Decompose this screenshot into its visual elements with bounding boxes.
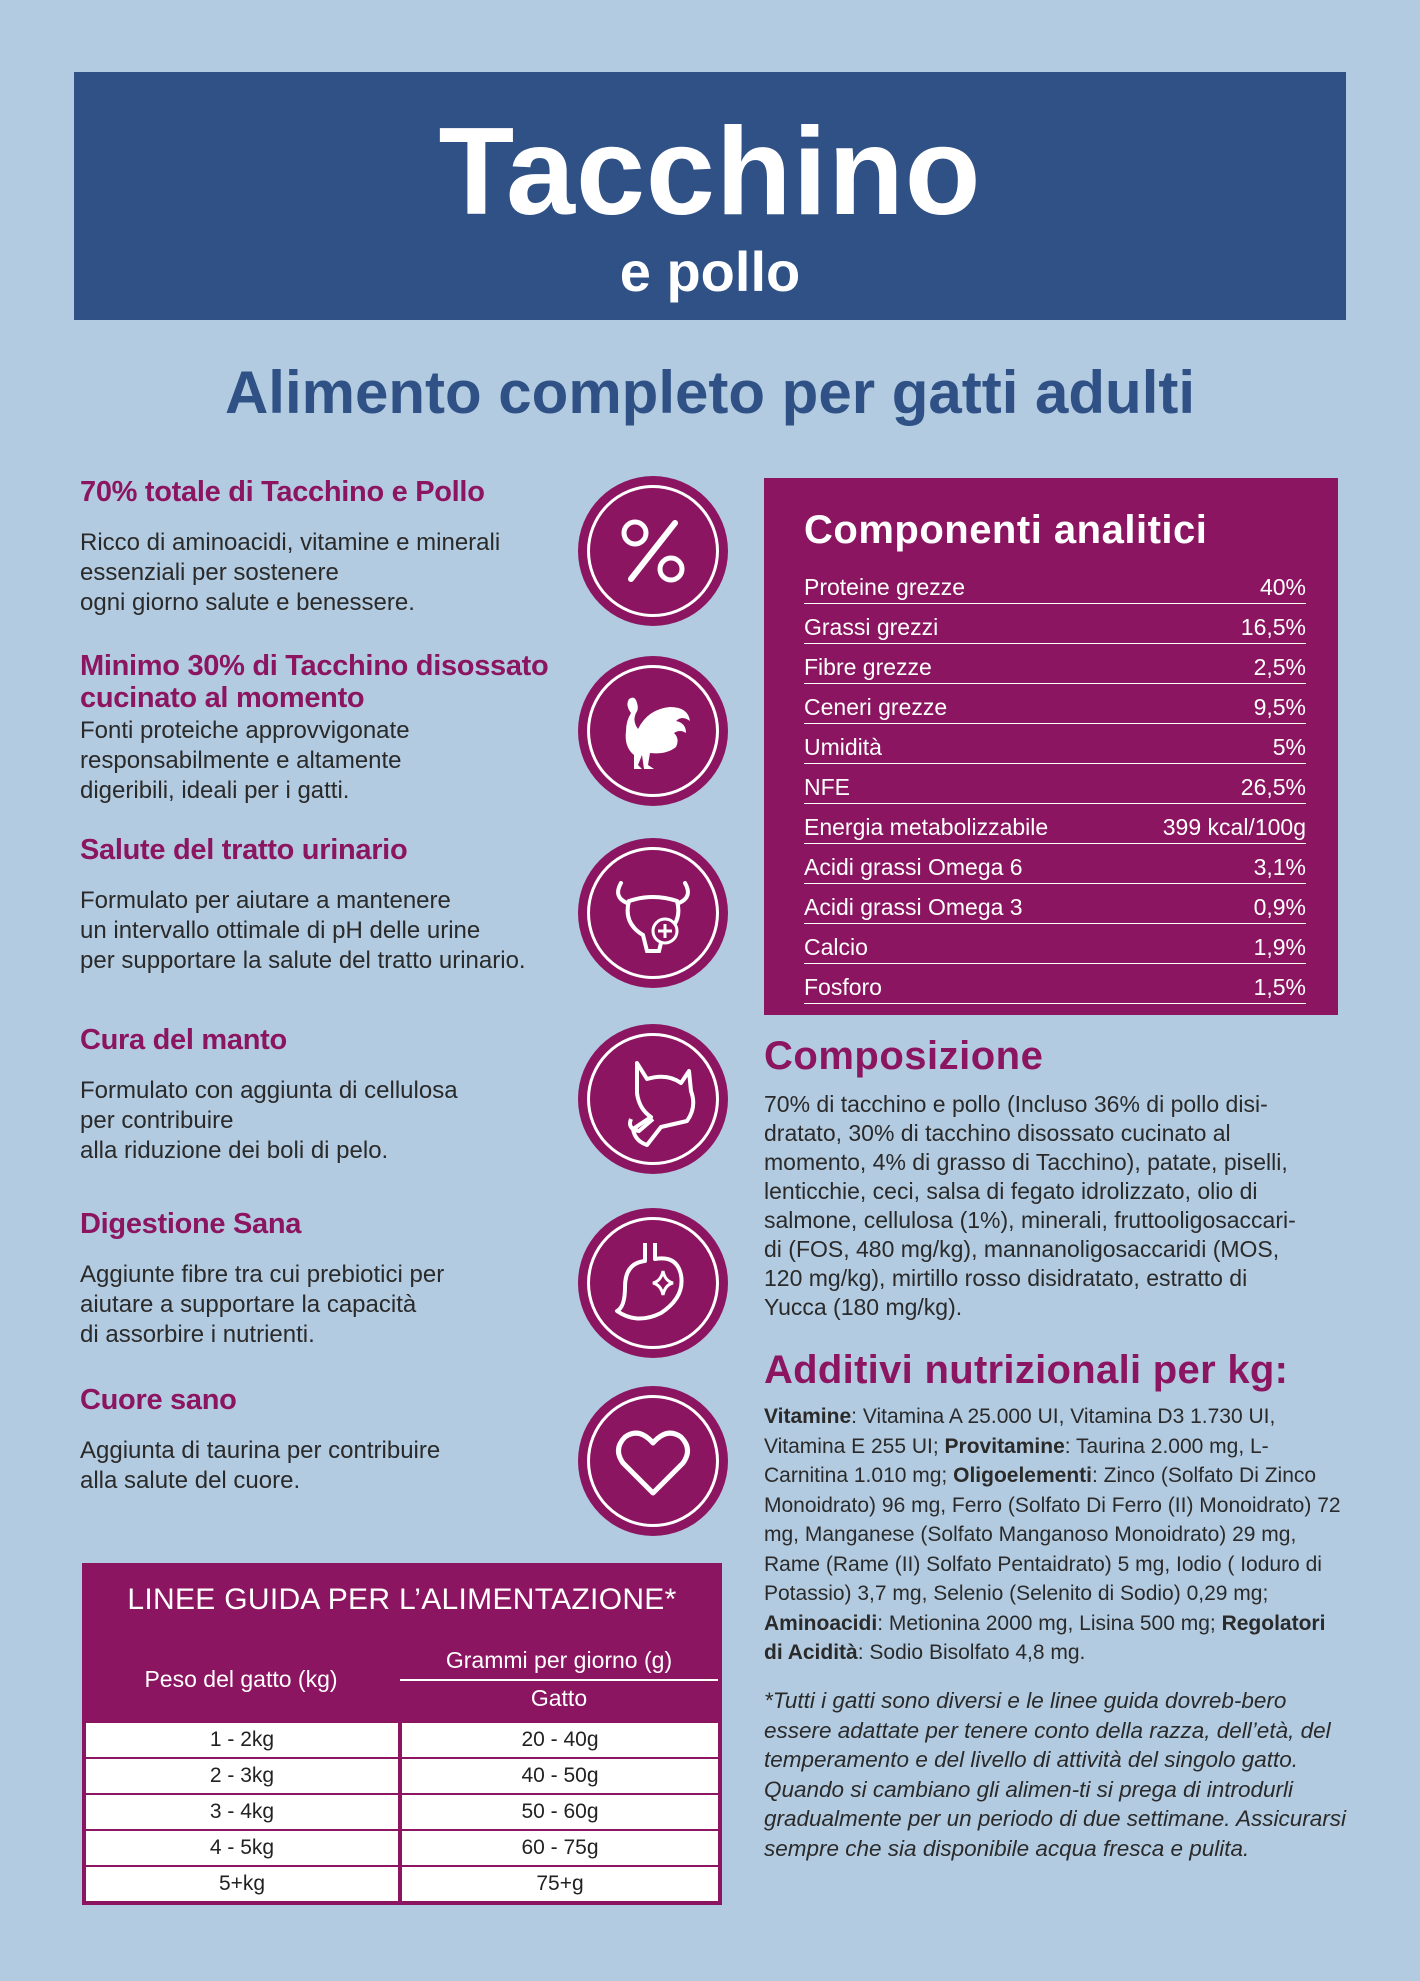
table-row: [804, 724, 1306, 764]
guide-rows: [86, 1723, 718, 1903]
component-value: 16,5%: [1120, 604, 1306, 644]
feature-title: Cuore sano: [80, 1384, 237, 1416]
component-name: Grassi grezzi: [804, 604, 1120, 644]
table-row: [804, 884, 1306, 924]
component-value: 1,5%: [1120, 964, 1306, 1004]
weight-cell: 5+kg: [86, 1867, 398, 1901]
feature-line: ogni giorno salute e benessere.: [80, 589, 415, 616]
additives-title: Additivi nutrizionali per kg:: [764, 1348, 1289, 1392]
feature-turkey: [80, 650, 590, 806]
feature-line: un intervallo ottimale di pH delle urine: [80, 917, 481, 944]
footnote: *Tutti i gatti sono diversi e le linee guida dovreb-bero essere adattate per tenere conto della razza, dell’età, del temperamento e del livello di attività del singolo gatto. Quando si cambiano gli alimen-ti si prega di introdurli gradualmente per un periodo di due settimane. Assicurarsi sempre che sia disponibile acqua fresca e pulita.: [764, 1688, 1346, 1861]
table-row: [804, 764, 1306, 804]
component-value: 1,9%: [1120, 924, 1306, 964]
table-row: [86, 1867, 718, 1901]
cat-grooming-icon: [578, 1024, 728, 1174]
bladder-icon: [578, 838, 728, 988]
component-name: Energia metabolizzabile: [804, 804, 1120, 844]
grams-column-header: Grammi per giorno (g): [400, 1641, 718, 1681]
grams-cell: 20 - 40g: [402, 1723, 718, 1757]
feature-line: essenziali per sostenere: [80, 559, 339, 586]
table-row: [804, 564, 1306, 604]
composition-line: Yucca (180 mg/kg).: [764, 1294, 963, 1320]
turkey-icon: [578, 656, 728, 806]
analysis-table: [804, 564, 1306, 1004]
feature-title: Digestione Sana: [80, 1208, 302, 1240]
grams-cell: 50 - 60g: [402, 1795, 718, 1829]
weight-cell: 4 - 5kg: [86, 1831, 398, 1865]
component-value: 40%: [1120, 564, 1306, 604]
headline: Alimento completo per gatti adulti: [224, 359, 1196, 426]
composition-title: Composizione: [764, 1034, 1044, 1078]
feature-line: digeribili, ideali per i gatti.: [80, 777, 350, 804]
component-value: 9,5%: [1120, 684, 1306, 724]
feature-urinary: [80, 834, 590, 976]
feature-title: 70% totale di Tacchino e Pollo: [80, 476, 485, 508]
table-row: [804, 604, 1306, 644]
additive-value: : Metionina 2000 mg, Lisina 500 mg;: [877, 1611, 1222, 1635]
stomach-icon: [578, 1208, 728, 1358]
component-name: Fosforo: [804, 964, 1120, 1004]
table-row: [86, 1795, 718, 1829]
component-value: 2,5%: [1120, 644, 1306, 684]
feature-digestion: [80, 1208, 590, 1350]
feature-line: Aggiunte fibre tra cui prebiotici per: [80, 1261, 445, 1288]
analysis-title: Componenti analitici: [804, 508, 1208, 552]
table-row: [804, 644, 1306, 684]
component-value: 3,1%: [1120, 844, 1306, 884]
composition-line: di (FOS, 480 mg/kg), mannanoligosaccaridi (MOS,: [764, 1236, 1280, 1262]
composition-line: 70% di tacchino e pollo (Incluso 36% di pollo disi-: [764, 1091, 1268, 1117]
component-name: Umidità: [804, 724, 1120, 764]
composition-line: lenticchie, ceci, salsa di fegato idrolizzato, olio di: [764, 1178, 1258, 1204]
component-name: NFE: [804, 764, 1120, 804]
feeding-guide: [82, 1563, 722, 1905]
feature-line: di assorbire i nutrienti.: [80, 1321, 315, 1348]
analytical-components-panel: [764, 478, 1338, 1015]
composition-line: 120 mg/kg), mirtillo rosso disidratato, estratto di: [764, 1265, 1248, 1291]
grams-cell: 75+g: [402, 1867, 718, 1901]
composition-line: momento, 4% di grasso di Tacchino), patate, piselli,: [764, 1149, 1288, 1175]
additive-label: Regolatori di Acidità: [764, 1611, 1326, 1664]
component-name: Ceneri grezze: [804, 684, 1120, 724]
additive-value: : Zinco (Solfato Di Zinco Monoidrato) 96 mg, Ferro (Solfato Di Ferro (II) Monoidrato) 72 mg, Manganese (Solfato Manganoso Monoidrato) 29 mg, Rame (Rame (II) Solfato Pentaidrato) 5 mg, Iodio ( Ioduro di Potassio) 3,7 mg, Selenio (Selenito di Sodio) 0,29 mg;: [764, 1464, 1341, 1605]
product-title: Tacchino: [438, 103, 982, 241]
feature-line: Fonti proteiche approvvigonate: [80, 717, 410, 744]
additive-label: Provitamine: [944, 1434, 1065, 1458]
weight-cell: 2 - 3kg: [86, 1759, 398, 1793]
feature-title: Cura del manto: [80, 1024, 287, 1056]
additive-label: Aminoacidi: [764, 1611, 878, 1635]
feature-line: alla salute del cuore.: [80, 1467, 301, 1494]
additive-value: : Vitamina A 25.000 UI, Vitamina D3 1.730 UI, Vitamina E 255 UI;: [764, 1405, 1276, 1458]
feature-line: Formulato con aggiunta di cellulosa: [80, 1077, 458, 1104]
additive-label: Vitamine: [764, 1405, 852, 1428]
component-name: Acidi grassi Omega 6: [804, 844, 1120, 884]
feature-line: aiutare a supportare la capacità: [80, 1291, 417, 1318]
weight-cell: 3 - 4kg: [86, 1795, 398, 1829]
table-row: [804, 804, 1306, 844]
product-subtitle: e pollo: [619, 240, 801, 303]
component-value: 0,9%: [1120, 884, 1306, 924]
feature-line: responsabilmente e altamente: [80, 747, 402, 774]
component-value: 26,5%: [1120, 764, 1306, 804]
grams-cell: 60 - 75g: [402, 1831, 718, 1865]
title-banner: [74, 72, 1346, 320]
composition-line: dratato, 30% di tacchino disossato cucinato al: [764, 1120, 1231, 1146]
guide-title: LINEE GUIDA PER L’ALIMENTAZIONE*: [127, 1583, 677, 1616]
table-row: [804, 924, 1306, 964]
feature-line: per supportare la salute del tratto urinario.: [80, 947, 526, 974]
feature-coat: [80, 1024, 590, 1166]
weight-column-header: Peso del gatto (kg): [144, 1666, 338, 1692]
table-row: [804, 844, 1306, 884]
feature-title: Salute del tratto urinario: [80, 834, 408, 866]
feature-line: alla riduzione dei boli di pelo.: [80, 1137, 389, 1164]
composition-text: [764, 1090, 1344, 1322]
weight-cell: 1 - 2kg: [86, 1723, 398, 1757]
component-value: 399 kcal/100g: [1120, 804, 1306, 844]
table-row: [86, 1831, 718, 1865]
component-name: Fibre grezze: [804, 644, 1120, 684]
table-row: [804, 964, 1306, 1004]
percent-icon: [578, 476, 728, 626]
component-name: Acidi grassi Omega 3: [804, 884, 1120, 924]
feature-title: cucinato al momento: [80, 682, 365, 714]
grams-cell: 40 - 50g: [402, 1759, 718, 1793]
feature-line: per contribuire: [80, 1107, 234, 1134]
cat-column-header: Gatto: [530, 1685, 588, 1711]
table-row: [86, 1723, 718, 1757]
additives-text: [764, 1402, 1349, 1668]
feature-line: Aggiunta di taurina per contribuire: [80, 1437, 441, 1464]
feature-line: Ricco di aminoacidi, vitamine e minerali: [80, 529, 501, 556]
feature-protein: [80, 476, 590, 618]
feature-title: Minimo 30% di Tacchino disossato: [80, 650, 549, 682]
additive-value: : Sodio Bisolfato 4,8 mg.: [857, 1641, 1086, 1664]
component-value: 5%: [1120, 724, 1306, 764]
table-row: [86, 1759, 718, 1793]
additive-label: Oligoelementi: [953, 1464, 1092, 1487]
component-name: Calcio: [804, 924, 1120, 964]
feature-line: Formulato per aiutare a mantenere: [80, 887, 451, 914]
additive-value: : Taurina 2.000 mg, L-Carnitina 1.010 mg;: [764, 1434, 1269, 1487]
composition-line: salmone, cellulosa (1%), minerali, fruttooligosaccari-: [764, 1207, 1296, 1233]
heart-icon: [578, 1386, 728, 1536]
component-name: Proteine grezze: [804, 564, 1120, 604]
feature-heart: [80, 1384, 590, 1496]
table-row: [804, 684, 1306, 724]
